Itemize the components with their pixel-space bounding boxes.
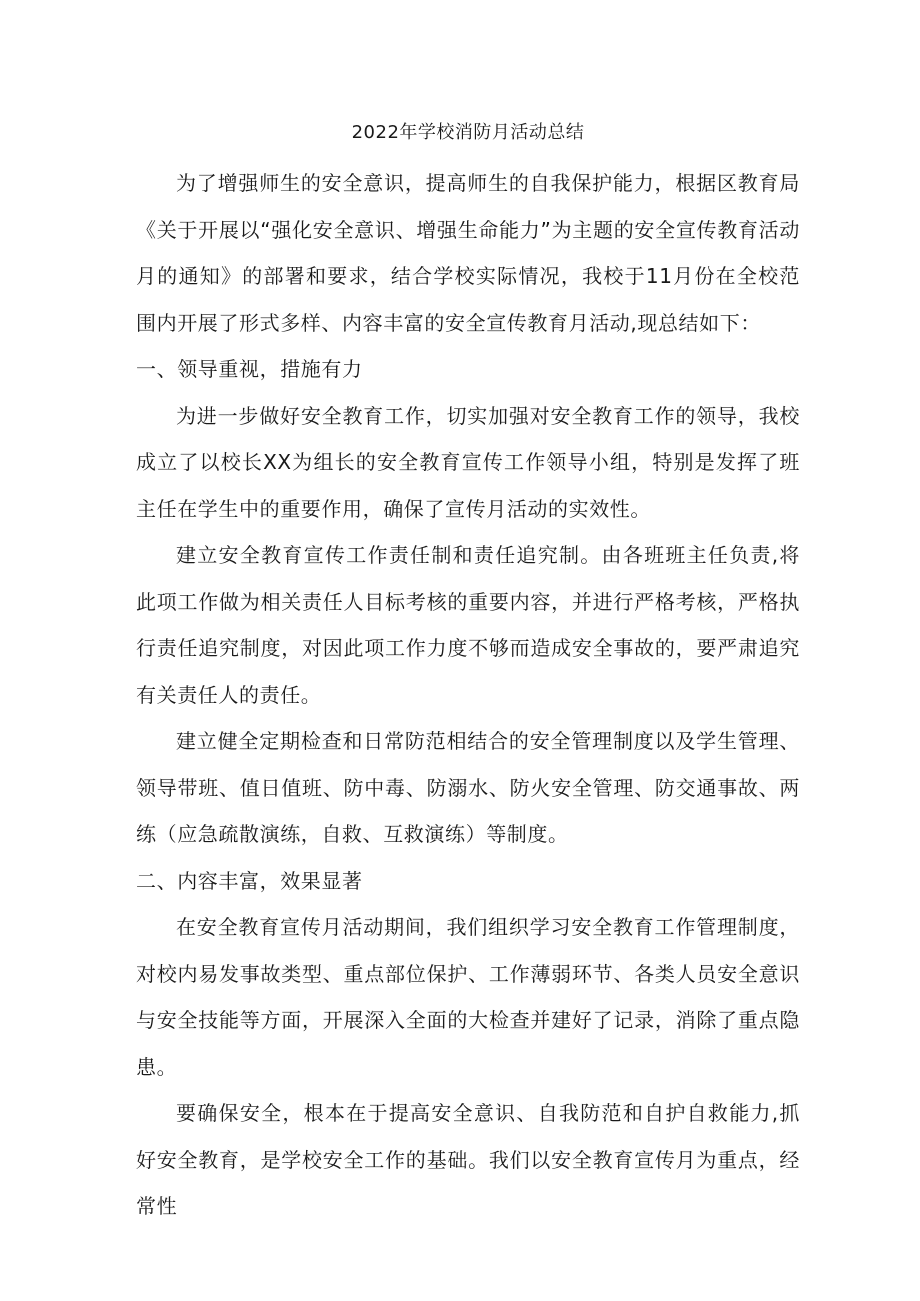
- body-paragraph: 要确保安全，根本在于提高安全意识、自我防范和自护自救能力,抓好安全教育，是学校安全工作的基础。我们以安全教育宣传月为重点，经常性: [136, 1101, 800, 1218]
- body-paragraph: 在安全教育宣传月活动期间，我们组织学习安全教育工作管理制度，对校内易发事故类型、重点部位保护、工作薄弱环节、各类人员安全意识与安全技能等方面，开展深入全面的大检查并建好了记录，消除了重点隐患。: [136, 915, 800, 1079]
- body-paragraph: 建立安全教育宣传工作责任制和责任追究制。由各班班主任负责,将此项工作做为相关责任人目标考核的重要内容，并进行严格考核，严格执行责任追究制度，对因此项工作力度不够而造成安全事故的，要严肃追究有关责任人的责任。: [136, 543, 800, 707]
- body-paragraph: 建立健全定期检查和日常防范相结合的安全管理制度以及学生管理、领导带班、值日值班、防中毒、防溺水、防火安全管理、防交通事故、两练（应急疏散演练，自救、互救演练）等制度。: [136, 729, 800, 846]
- intro-paragraph: 为了增强师生的安全意识，提高师生的自我保护能力，根据区教育局《关于开展以“强化安全意识、增强生命能力”为主题的安全宣传教育活动月的通知》的部署和要求，结合学校实际情况，我校于11月份在全校范围内开展了形式多样、内容丰富的安全宣传教育月活动,现总结如下：: [136, 171, 800, 335]
- body-paragraph: 为进一步做好安全教育工作，切实加强对安全教育工作的领导，我校成立了以校长XX为组长的安全教育宣传工作领导小组，特别是发挥了班主任在学生中的重要作用，确保了宣传月活动的实效性。: [136, 403, 800, 521]
- section-heading-1: 一、领导重视，措施有力: [136, 357, 363, 381]
- document-title: 2022年学校消防月活动总结: [351, 122, 585, 143]
- section-heading-2: 二、内容丰富，效果显著: [136, 868, 363, 893]
